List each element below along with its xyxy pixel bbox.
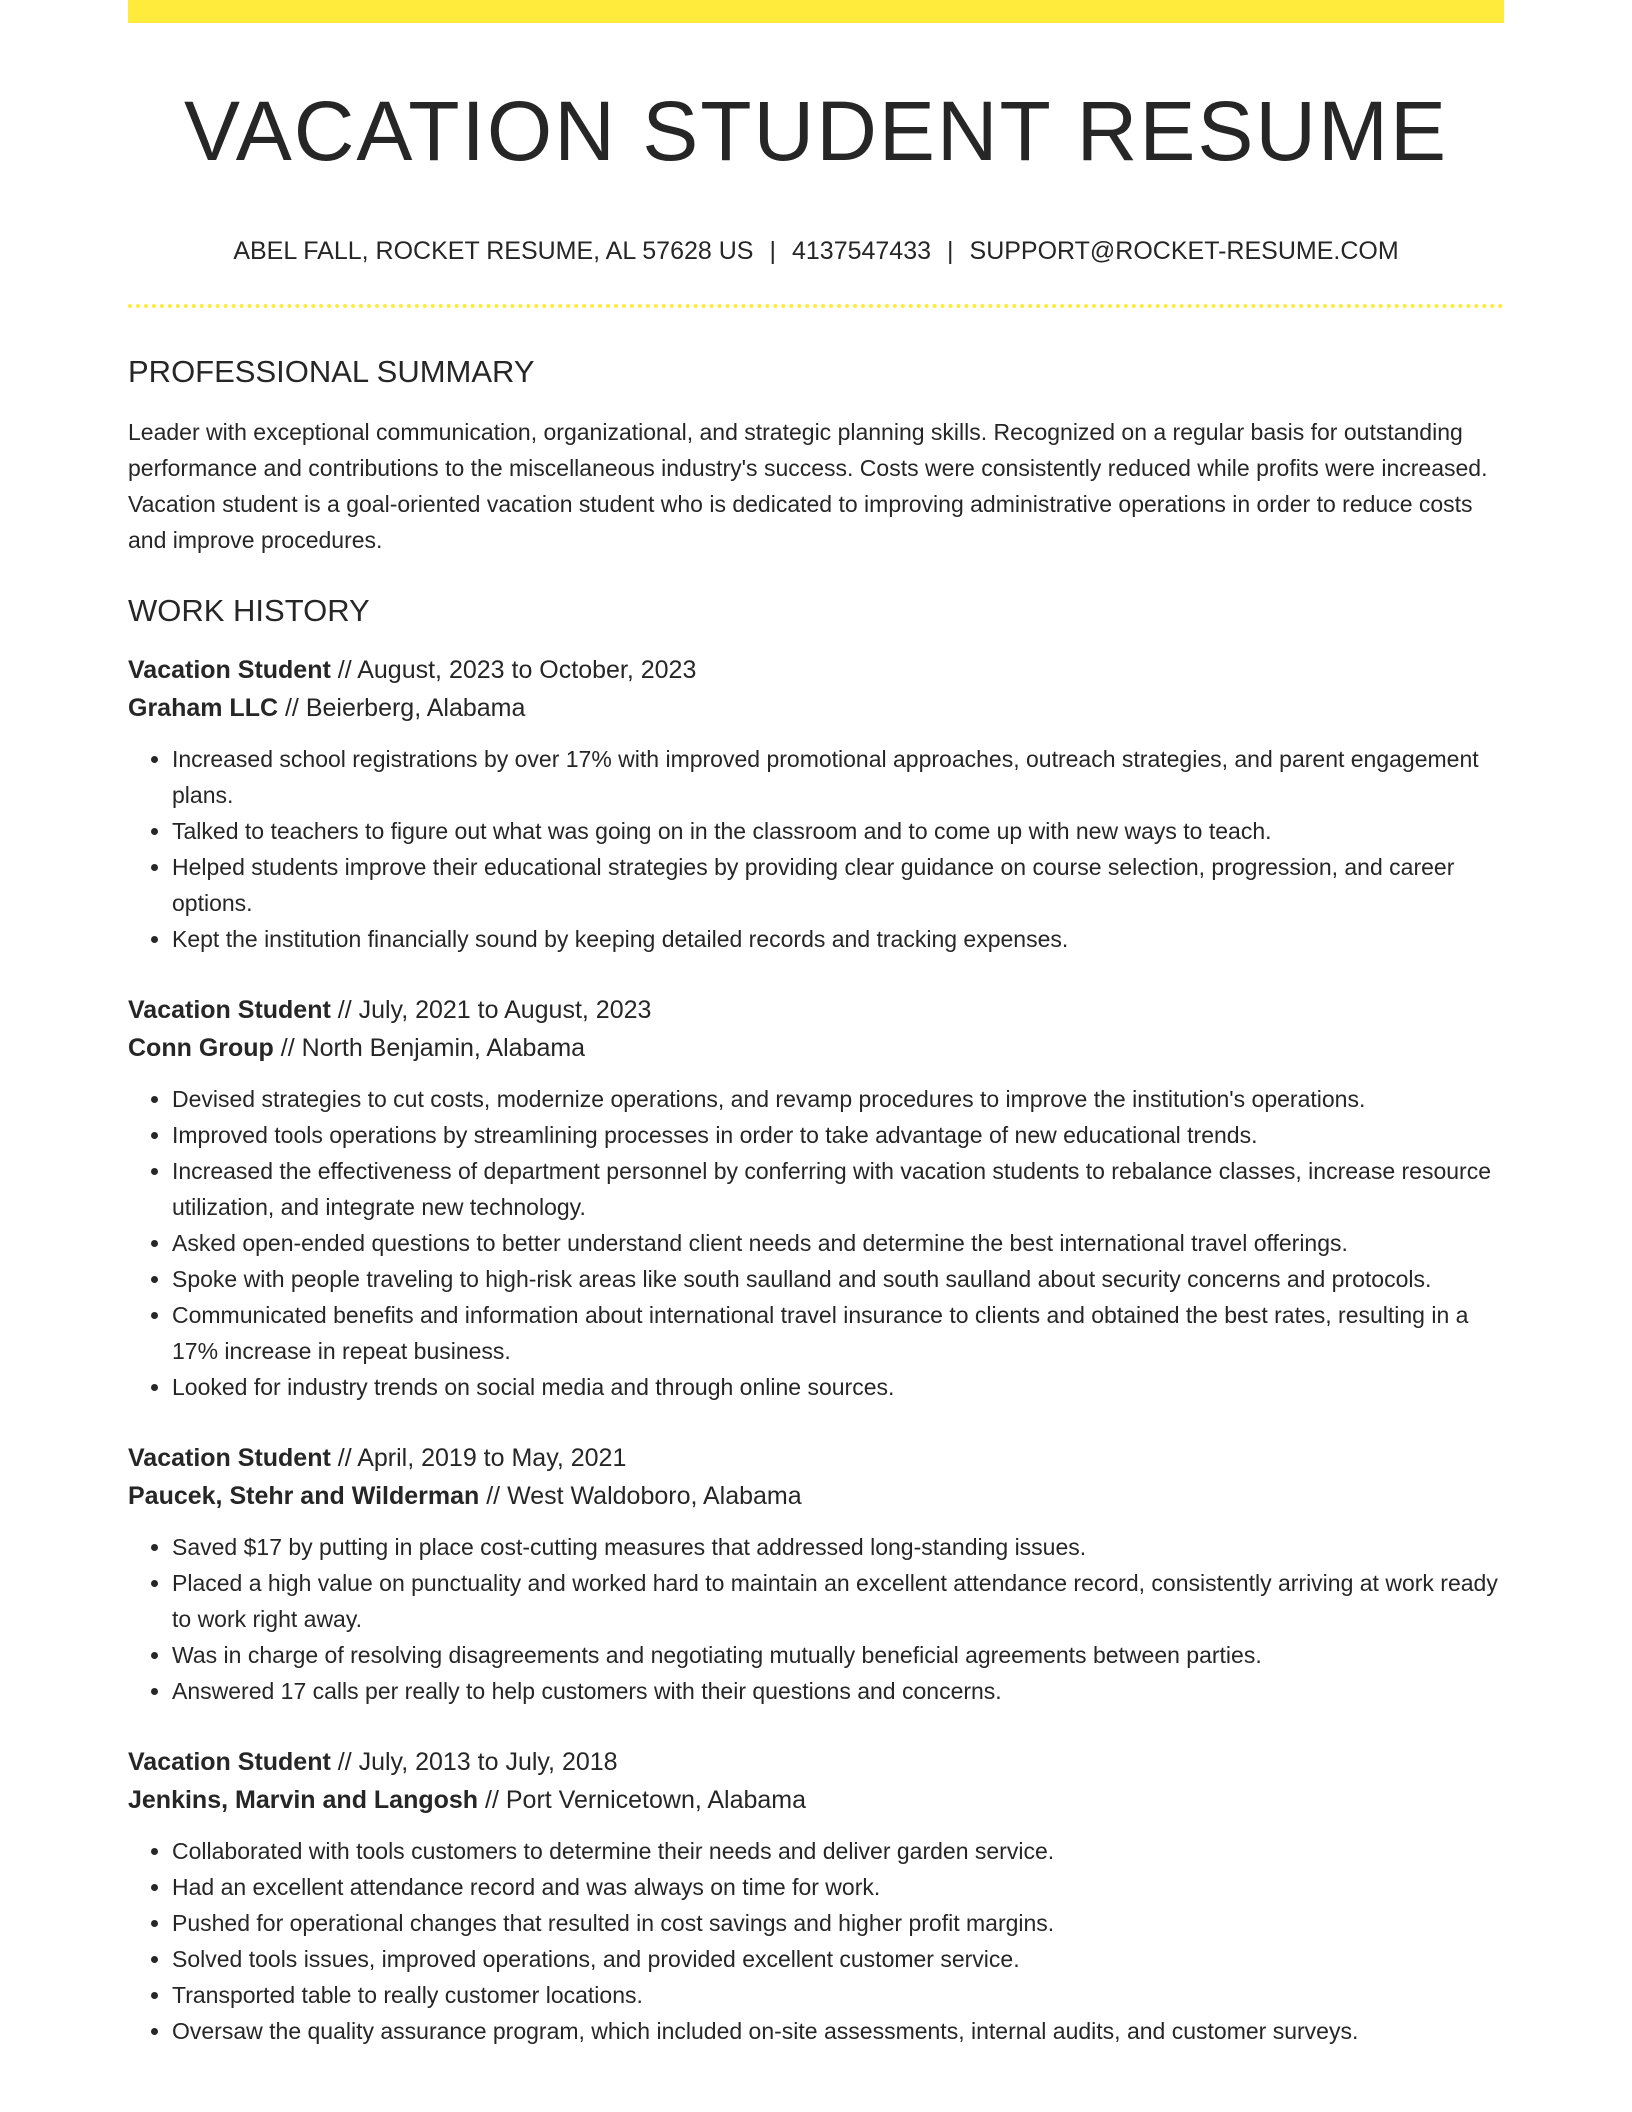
summary-text: Leader with exceptional communication, organizational, and strategic planning skills. Recognized on a regular basis for outstanding performance and contributions to the miscellaneous industry's success. Costs were consistently reduced while profits were increased. Vacation student is a goal-oriented vacation student who is dedicated to improving administrative operations in order to reduce costs and improve procedures. bbox=[128, 418, 1488, 553]
job-company: Conn Group bbox=[128, 1034, 274, 1063]
job-bullet: • Increased the effectiveness of department personnel by conferring with vacation students to rebalance classes, increase resource utilization, and integrate new technology. bbox=[172, 1153, 1504, 1225]
job-bullet-list bbox=[128, 1833, 1504, 2049]
job-entry bbox=[128, 1743, 1504, 2049]
job-company: Graham LLC bbox=[128, 694, 279, 723]
job-bullet: • Communicated benefits and information about international travel insurance to clients and obtained the best rates, resulting in a 17% increase in repeat business. bbox=[172, 1297, 1504, 1369]
job-company: Jenkins, Marvin and Langosh bbox=[128, 1786, 479, 1815]
job-location: // North Benjamin, Alabama bbox=[273, 1034, 586, 1063]
work-history-heading: WORK HISTORY bbox=[128, 592, 370, 628]
job-bullet: • Devised strategies to cut costs, modernize operations, and revamp procedures to improve the institution's operations. bbox=[172, 1081, 1504, 1117]
job-company-line bbox=[128, 1477, 1504, 1515]
job-location: // West Waldoboro, Alabama bbox=[479, 1482, 802, 1511]
summary-heading: PROFESSIONAL SUMMARY bbox=[128, 353, 535, 389]
resume-page bbox=[128, 0, 1504, 2049]
job-bullet: • Answered 17 calls per really to help customers with their questions and concerns. bbox=[172, 1673, 1504, 1709]
job-bullet: • Asked open-ended questions to better understand client needs and determine the best international travel offerings. bbox=[172, 1225, 1504, 1261]
job-dates: // July, 2021 to August, 2023 bbox=[330, 996, 652, 1025]
contact-phone: 4137547433 bbox=[791, 236, 932, 265]
job-bullet: • Talked to teachers to figure out what was going on in the classroom and to come up with new ways to teach. bbox=[172, 813, 1504, 849]
job-title: Vacation Student bbox=[128, 996, 331, 1025]
job-bullet: • Improved tools operations by streamlining processes in order to take advantage of new educational trends. bbox=[172, 1117, 1504, 1153]
job-bullet-list bbox=[128, 741, 1504, 957]
job-location: // Port Vernicetown, Alabama bbox=[478, 1786, 807, 1815]
job-title-line bbox=[128, 651, 1504, 689]
job-company: Paucek, Stehr and Wilderman bbox=[128, 1482, 480, 1511]
job-bullet: • Pushed for operational changes that resulted in cost savings and higher profit margins. bbox=[172, 1905, 1504, 1941]
job-bullet: • Spoke with people traveling to high-risk areas like south saulland and south saulland about security concerns and protocols. bbox=[172, 1261, 1504, 1297]
job-bullet-list bbox=[128, 1529, 1504, 1709]
job-company-line bbox=[128, 1029, 1504, 1067]
job-dates: // July, 2013 to July, 2018 bbox=[330, 1748, 618, 1777]
job-bullet: • Had an excellent attendance record and was always on time for work. bbox=[172, 1869, 1504, 1905]
job-title: Vacation Student bbox=[128, 1444, 331, 1473]
job-entry bbox=[128, 991, 1504, 1405]
job-bullet: • Transported table to really customer locations. bbox=[172, 1977, 1504, 2013]
job-dates: // August, 2023 to October, 2023 bbox=[330, 656, 697, 685]
job-company-line bbox=[128, 1781, 1504, 1819]
resume-title: VACATION STUDENT RESUME bbox=[183, 84, 1449, 178]
job-dates: // April, 2019 to May, 2021 bbox=[330, 1444, 627, 1473]
job-bullet: • Was in charge of resolving disagreements and negotiating mutually beneficial agreements between parties. bbox=[172, 1637, 1504, 1673]
job-bullet: • Kept the institution financially sound by keeping detailed records and tracking expenses. bbox=[172, 921, 1504, 957]
contact-email: SUPPORT@ROCKET-RESUME.COM bbox=[969, 236, 1399, 265]
job-bullet: • Looked for industry trends on social media and through online sources. bbox=[172, 1369, 1504, 1405]
job-entry bbox=[128, 651, 1504, 957]
job-bullet: • Solved tools issues, improved operations, and provided excellent customer service. bbox=[172, 1941, 1504, 1977]
job-company-line bbox=[128, 689, 1504, 727]
job-location: // Beierberg, Alabama bbox=[278, 694, 526, 723]
job-title-line bbox=[128, 991, 1504, 1029]
job-entry bbox=[128, 1439, 1504, 1709]
accent-top-bar bbox=[128, 0, 1504, 23]
job-bullet: • Saved $17 by putting in place cost-cutting measures that addressed long-standing issues. bbox=[172, 1529, 1504, 1565]
job-bullet-list bbox=[128, 1081, 1504, 1405]
job-bullet: • Collaborated with tools customers to determine their needs and deliver garden service. bbox=[172, 1833, 1504, 1869]
job-bullet: • Oversaw the quality assurance program, which included on-site assessments, internal audits, and customer surveys. bbox=[172, 2013, 1504, 2049]
job-title: Vacation Student bbox=[128, 1748, 331, 1777]
job-bullet: • Helped students improve their educational strategies by providing clear guidance on course selection, progression, and career options. bbox=[172, 849, 1504, 921]
job-title-line bbox=[128, 1743, 1504, 1781]
contact-line bbox=[128, 236, 1504, 266]
work-history-list bbox=[128, 651, 1504, 2049]
contact-separator: | bbox=[947, 236, 954, 265]
job-bullet: • Placed a high value on punctuality and worked hard to maintain an excellent attendance record, consistently arriving at work ready to work right away. bbox=[172, 1565, 1504, 1637]
job-bullet: • Increased school registrations by over 17% with improved promotional approaches, outreach strategies, and parent engagement plans. bbox=[172, 741, 1504, 813]
job-title: Vacation Student bbox=[128, 656, 331, 685]
dotted-divider bbox=[128, 304, 1504, 308]
contact-address: ABEL FALL, ROCKET RESUME, AL 57628 US bbox=[233, 236, 754, 265]
contact-separator: | bbox=[769, 236, 776, 265]
job-title-line bbox=[128, 1439, 1504, 1477]
